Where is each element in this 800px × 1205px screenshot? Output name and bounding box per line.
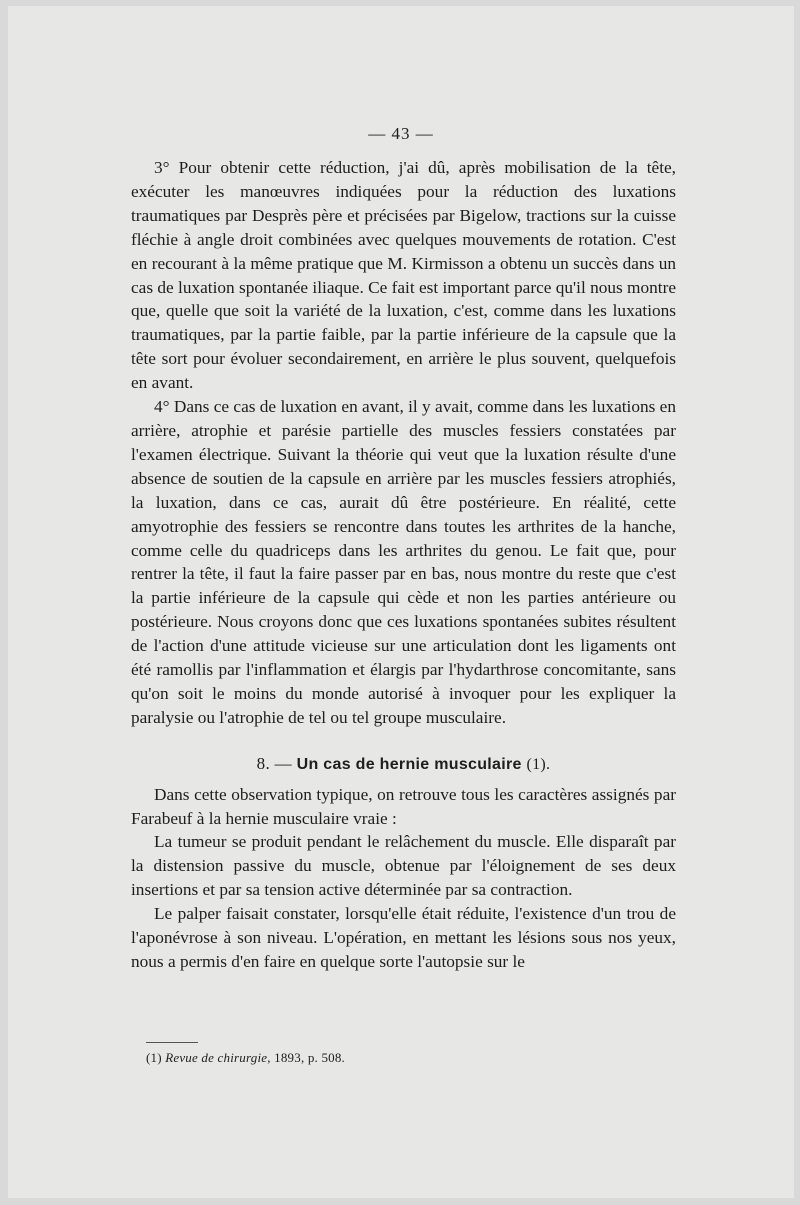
page-number: — 43 — <box>368 124 434 143</box>
section-number: 8. — <box>256 753 292 773</box>
paragraph-tumeur: La tumeur se produit pendant le relâchement du muscle. Elle disparaît par la distension passive du muscle, obtenue par l'éloignement de ses deux insertions et par sa tension active déterminée par sa contraction. <box>131 832 676 900</box>
paragraph-4: 4° Dans ce cas de luxation en avant, il y avait, comme dans les luxations en arrière, atrophie et parésie partielle des muscles fessiers constatées par l'examen électrique. Suivant la théorie qui veut que la luxation résulte d'une absence de soutien de la capsule en arrière par les muscles fessiers atrophiés, la luxation, dans ce cas, aurait dû être postérieure. En réalité, cette amyotrophie des fessiers se rencontre dans toutes les arthrites de la hanche, comme celle du quadriceps dans les arthrites du genou. Le fait que, pour rentrer la tête, il faut la faire passer par en bas, nous montre du reste que c'est la partie inférieure de la capsule qui cède et non les parties antérieure ou postérieure. Nous croyons donc que ces luxations spontanées subites résultent de l'action d'une attitude vicieuse sur une articulation dont les ligaments ont été ramollis par l'inflammation et élargis par l'hydarthrose concomitante, sans qu'on soit le moins du monde autorisé à invoquer pour les expliquer la paralysie ou l'atrophie de tel ou tel groupe musculaire. <box>131 397 676 727</box>
section-title: Un cas de hernie musculaire <box>296 755 522 773</box>
document-page <box>8 6 794 1198</box>
footnote-journal: Revue de chirurgie, <box>165 1050 271 1065</box>
section-heading <box>131 752 676 777</box>
paragraph-intro: Dans cette observation typique, on retrouve tous les caractères assignés par Farabeuf à la hernie musculaire vraie : <box>131 784 676 828</box>
footnote-marker: (1) <box>146 1050 162 1065</box>
paragraph-palper: Le palper faisait constater, lorsqu'elle était réduite, l'existence d'un trou de l'aponévrose à son niveau. L'opération, en mettant les lésions sous nos yeux, nous a permis d'en faire en quelque sorte l'autopsie sur le <box>131 904 676 971</box>
paragraph-3: 3° Pour obtenir cette réduction, j'ai dû, après mobilisation de la tête, exécuter les manœuvres indiquées pour la réduction des luxations traumatiques par Desprès père et précisées par Bigelow, tractions sur la cuisse fléchie à angle droit combinées avec quelques mouvements de rotation. C'est en recourant à la même pratique que M. Kirmisson a obtenu un succès dans un cas de luxation spontanée iliaque. Ce fait est important parce qu'il nous montre que, quelle que soit la variété de la luxation, c'est, comme dans les luxations traumatiques, par la partie faible, par la partie inférieure de la capsule que la tête sort pour évoluer secondairement, en arrière le plus souvent, quelquefois en avant. <box>131 158 676 393</box>
section-note-ref: (1). <box>526 755 551 773</box>
body-text <box>131 156 676 974</box>
footnote <box>146 1050 345 1066</box>
footnote-citation: 1893, p. 508. <box>274 1050 346 1065</box>
footnote-divider <box>146 1042 198 1043</box>
